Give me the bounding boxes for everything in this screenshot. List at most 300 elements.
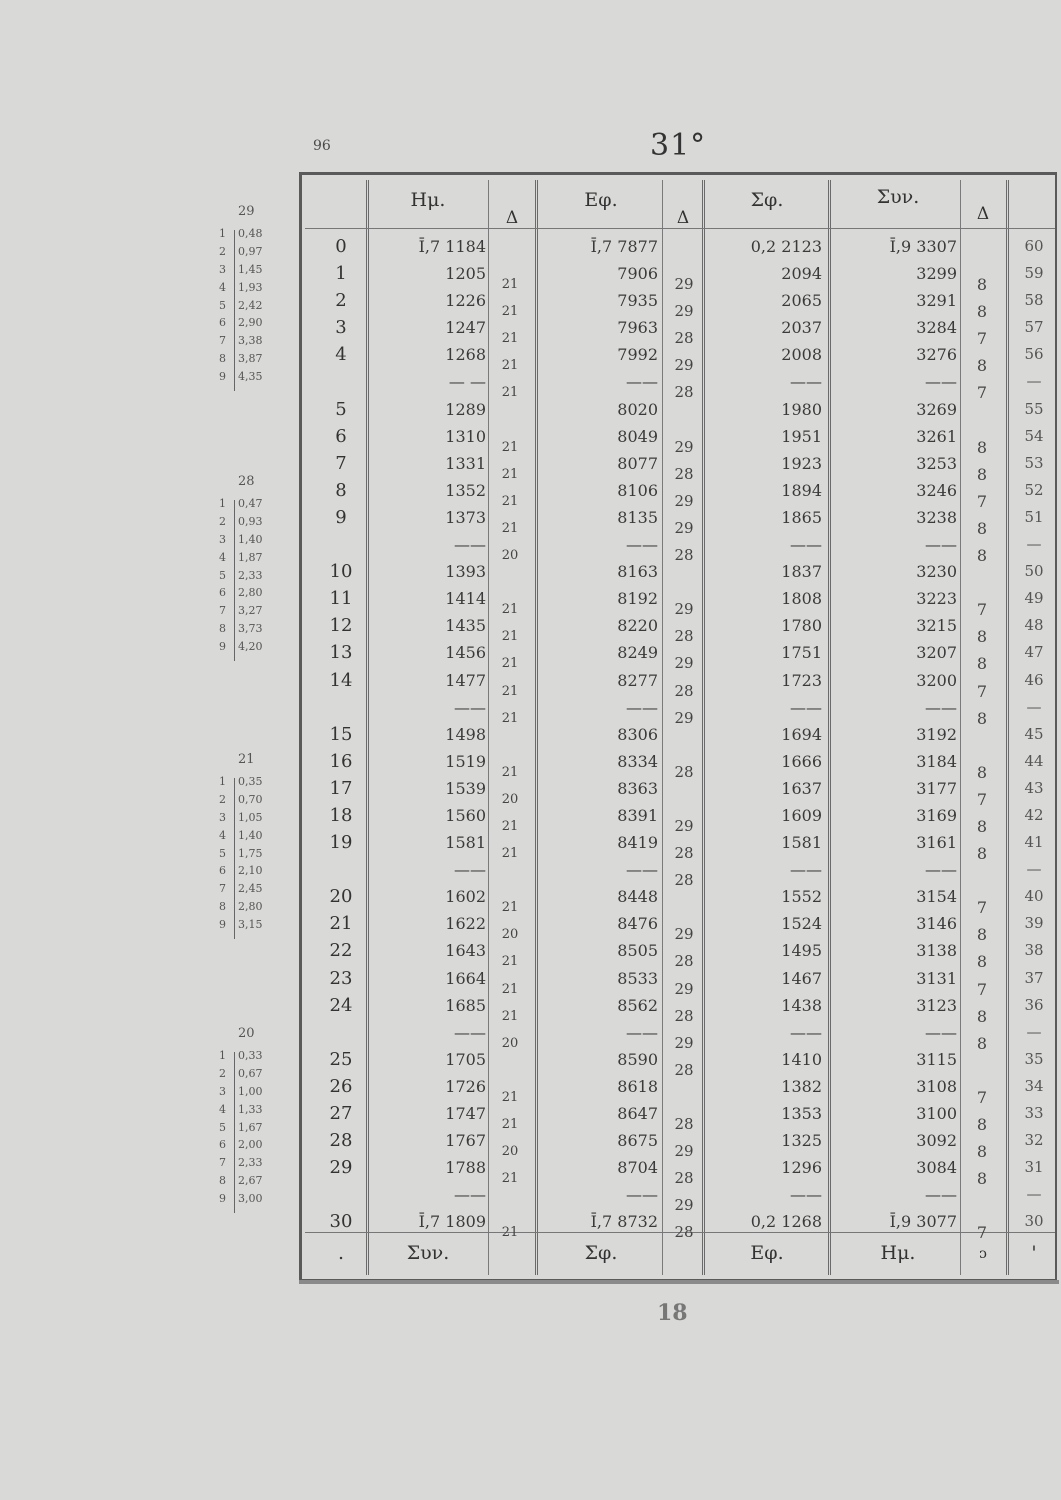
cosine-value: 3123 <box>916 995 957 1015</box>
pp-value: 0,97 <box>238 244 263 258</box>
pp-value: 0,48 <box>238 227 263 240</box>
pp-key: 4 <box>219 1102 226 1116</box>
tangent-value: 8562 <box>617 995 658 1015</box>
pp-row <box>212 531 284 549</box>
pp-row <box>212 495 284 513</box>
pp-value: 3,73 <box>238 622 263 636</box>
pp-value: 1,33 <box>238 1102 263 1116</box>
sine-value: 1560 <box>445 805 486 825</box>
sine-diff-value: 21 <box>501 439 519 455</box>
tangent-diff-value: 29 <box>674 979 694 998</box>
pp-key: 5 <box>219 846 226 860</box>
minute-cell <box>318 368 364 395</box>
sine-diff-value <box>490 244 530 271</box>
cosine-diff-value <box>964 244 1000 271</box>
tangent-diff-value <box>664 732 704 759</box>
pp-value: 0,33 <box>238 1049 263 1062</box>
footer-sin: Ημ. <box>880 1242 916 1264</box>
reverse-minute-cell: 39 <box>1024 914 1044 933</box>
sine-diff-value: 21 <box>501 466 519 482</box>
sine-value: —— <box>454 535 486 555</box>
cosine-diff-column <box>964 244 1000 1246</box>
minute-cell: 13 <box>329 642 353 664</box>
tangent-diff-value: 28 <box>674 952 694 971</box>
cosine-diff-value: 8 <box>976 816 988 836</box>
footer-tan: Εφ. <box>750 1242 784 1264</box>
cosine-diff-value: 8 <box>976 464 988 484</box>
pp-row <box>212 1101 284 1119</box>
sine-diff-value: 21 <box>501 764 519 780</box>
pp-row <box>212 368 284 386</box>
pp-key: 5 <box>219 298 226 312</box>
cotangent-value: 1438 <box>781 995 822 1015</box>
sine-value: 1289 <box>445 399 486 419</box>
cotangent-value: 2094 <box>781 264 822 284</box>
pp-value: 2,45 <box>238 882 263 896</box>
pp-key: 3 <box>219 810 226 824</box>
sine-value: 1268 <box>445 345 486 365</box>
tangent-diff-value: 29 <box>674 600 694 619</box>
cosine-diff-value: 8 <box>976 844 988 864</box>
reverse-minute-cell: 56 <box>1024 345 1044 364</box>
pp-key: 9 <box>219 918 226 932</box>
sine-value: 1435 <box>445 616 486 636</box>
cosine-diff-value: 7 <box>976 383 988 403</box>
pp-row <box>212 567 284 585</box>
sine-value: 1310 <box>445 426 486 446</box>
sine-diff-value <box>490 569 530 596</box>
pp-value: 1,67 <box>238 1120 263 1134</box>
pp-value: 2,90 <box>238 316 263 330</box>
pp-row <box>212 773 284 791</box>
tangent-diff-value: 28 <box>674 1115 694 1133</box>
cotangent-value: 2037 <box>781 318 822 338</box>
cosine-value: 3161 <box>916 833 957 853</box>
sine-diff-value <box>490 1192 530 1219</box>
cosine-diff-value: 7 <box>976 681 988 701</box>
sine-diff-value: 21 <box>501 656 519 672</box>
pp-value: 0,67 <box>238 1066 263 1080</box>
minute-cell <box>318 1181 364 1208</box>
tangent-diff-value: 29 <box>674 356 694 375</box>
sine-diff-column <box>490 244 530 1246</box>
pp-value: 1,05 <box>238 810 263 824</box>
proportional-parts-21 <box>212 752 284 934</box>
pp-row <box>212 513 284 531</box>
cotangent-value: 1382 <box>781 1076 822 1096</box>
cotangent-value: 1751 <box>781 643 822 663</box>
pp-value: 0,47 <box>238 497 263 510</box>
header-delta-1: Δ <box>505 208 519 228</box>
pp-key: 6 <box>219 316 226 330</box>
tangent-value: 7992 <box>617 345 658 365</box>
pp-head: 28 <box>238 474 255 489</box>
pp-value: 2,67 <box>238 1174 263 1188</box>
page-number: 96 <box>313 138 331 154</box>
cosine-diff-value <box>964 867 1000 894</box>
pp-key: 8 <box>219 900 226 914</box>
sine-diff-value: 20 <box>501 927 519 943</box>
cosine-diff-value: 7 <box>976 1223 988 1243</box>
sine-diff-value <box>490 732 530 759</box>
pp-key: 9 <box>219 1192 226 1206</box>
pp-value: 2,80 <box>238 586 263 600</box>
minute-cell: 21 <box>329 913 353 935</box>
cosine-value: 3154 <box>916 887 957 907</box>
cotangent-column <box>710 233 822 1235</box>
minute-cell: 22 <box>329 940 353 962</box>
cosine-value: 3299 <box>916 264 957 284</box>
minute-cell: 30 <box>329 1211 353 1233</box>
sine-diff-value: 21 <box>501 602 519 618</box>
tangent-value: 8163 <box>617 562 658 582</box>
page-stamp: 18 <box>657 1300 688 1326</box>
cosine-diff-value: 7 <box>976 600 988 620</box>
pp-value: 1,00 <box>238 1084 263 1098</box>
minute-cell: 10 <box>329 561 353 583</box>
tangent-value: 8306 <box>617 724 658 744</box>
sine-diff-value: 21 <box>501 520 519 536</box>
tangent-value: 8704 <box>617 1158 658 1178</box>
proportional-parts-20 <box>212 1026 284 1208</box>
cosine-diff-value <box>964 569 1000 596</box>
pp-value: 1,40 <box>238 532 263 546</box>
pp-key: 4 <box>219 550 226 564</box>
pp-key: 7 <box>219 334 226 348</box>
tangent-value: 8419 <box>617 833 658 853</box>
sine-diff-value <box>490 867 530 894</box>
cotangent-value: 1410 <box>781 1049 822 1069</box>
sine-diff-value: 21 <box>501 1008 519 1024</box>
reverse-minute-cell: — <box>1026 697 1042 716</box>
sine-diff-value: 20 <box>501 1035 519 1051</box>
cosine-value: 3200 <box>916 670 957 690</box>
tangent-value: 8135 <box>617 507 658 527</box>
reverse-minute-cell: 53 <box>1024 453 1044 472</box>
pp-row <box>212 1047 284 1065</box>
tangent-value: 7906 <box>617 264 658 284</box>
cosine-value: 3223 <box>916 589 957 609</box>
tangent-diff-value: 29 <box>674 816 694 835</box>
reverse-minute-cell: 36 <box>1024 995 1044 1014</box>
sine-value: 1643 <box>445 941 486 961</box>
sine-value: 1705 <box>445 1049 486 1069</box>
pp-row <box>212 1154 284 1172</box>
cosine-value: 3184 <box>916 751 957 771</box>
sine-value: —— <box>454 697 486 717</box>
reverse-minute-cell: 31 <box>1024 1158 1044 1177</box>
pp-row <box>212 1172 284 1190</box>
cosine-diff-value: 8 <box>976 627 988 647</box>
sine-value: 1373 <box>445 507 486 527</box>
rule-after-cos <box>960 180 961 1275</box>
pp-row <box>212 638 284 656</box>
reverse-minute-cell: — <box>1026 535 1042 554</box>
tangent-diff-value: 28 <box>674 329 694 348</box>
tangent-diff-value: 29 <box>674 1033 694 1052</box>
minute-cell: 14 <box>329 669 353 691</box>
cosine-value: 3238 <box>916 507 957 527</box>
pp-key: 9 <box>219 640 226 654</box>
minute-cell: 29 <box>329 1157 353 1179</box>
cosine-value: Ī,9 3077 <box>889 1212 957 1232</box>
tangent-diff-value: 28 <box>674 871 694 890</box>
sine-value: 1622 <box>445 914 486 934</box>
tangent-diff-value: 28 <box>674 681 694 700</box>
sine-diff-value: 21 <box>501 818 519 834</box>
cosine-value: 3269 <box>916 399 957 419</box>
tangent-diff-value <box>664 894 704 921</box>
cotangent-value: —— <box>790 860 822 880</box>
minute-cell: 1 <box>335 263 347 285</box>
cosine-value: 3115 <box>916 1049 957 1069</box>
pp-row <box>212 1065 284 1083</box>
cosine-diff-value: 7 <box>976 329 988 349</box>
cosine-diff-value: 8 <box>976 302 988 322</box>
footer-cos: Συν. <box>406 1242 450 1264</box>
sine-diff-value: 21 <box>501 710 519 726</box>
pp-row <box>212 1136 284 1154</box>
pp-value: 3,15 <box>238 918 263 932</box>
sine-value: 1685 <box>445 995 486 1015</box>
cosine-value: 3138 <box>916 941 957 961</box>
pp-row <box>212 791 284 809</box>
tangent-diff-value: 28 <box>674 1223 694 1242</box>
tangent-value: 8334 <box>617 751 658 771</box>
tangent-diff-value: 28 <box>674 627 694 646</box>
sine-value: — — <box>448 372 486 392</box>
cotangent-value: 1951 <box>781 426 822 446</box>
header-sin: Ημ. <box>410 189 446 211</box>
cosine-diff-value: 7 <box>976 789 988 809</box>
pp-value: 2,42 <box>238 298 263 312</box>
tangent-diff-value <box>664 569 704 596</box>
minute-cell: 25 <box>329 1048 353 1070</box>
tangent-value: 8077 <box>617 453 658 473</box>
pp-key: 3 <box>219 262 226 276</box>
cotangent-value: 1694 <box>781 724 822 744</box>
tangent-value: 8106 <box>617 480 658 500</box>
cosine-diff-value <box>964 732 1000 759</box>
reverse-minute-cell: 54 <box>1024 426 1044 445</box>
tangent-diff-value: 29 <box>674 518 694 537</box>
cosine-diff-value: 8 <box>976 437 988 457</box>
tangent-value: Ī,7 8732 <box>590 1212 658 1232</box>
pp-key: 2 <box>219 244 226 258</box>
sine-diff-value: 21 <box>501 493 519 509</box>
tangent-diff-value <box>664 244 704 271</box>
minute-cell: 3 <box>335 317 347 339</box>
tangent-diff-value: 28 <box>674 1006 694 1025</box>
pp-row <box>212 243 284 261</box>
sine-column <box>374 233 486 1235</box>
sine-value: 1226 <box>445 291 486 311</box>
pp-key: 7 <box>219 1156 226 1170</box>
pp-head: 21 <box>238 752 255 767</box>
pp-row <box>212 880 284 898</box>
pp-row <box>212 809 284 827</box>
pp-key: 5 <box>219 568 226 582</box>
tangent-value: 8020 <box>617 399 658 419</box>
tangent-diff-value: 28 <box>674 762 694 781</box>
reverse-minute-cell: 59 <box>1024 264 1044 283</box>
pp-row <box>212 1190 284 1208</box>
pp-row <box>212 898 284 916</box>
reverse-minute-cell: 48 <box>1024 616 1044 635</box>
cosine-column <box>843 233 957 1235</box>
tangent-diff-value: 29 <box>674 925 694 944</box>
cotangent-value: 1353 <box>781 1104 822 1123</box>
sine-value: 1331 <box>445 453 486 473</box>
minute-cell: 5 <box>335 398 347 420</box>
cosine-value: 3261 <box>916 426 957 446</box>
cosine-value: 3169 <box>916 805 957 825</box>
pp-value: 3,87 <box>238 352 263 366</box>
minute-cell: 19 <box>329 832 353 854</box>
cosine-value: 3192 <box>916 724 957 744</box>
cotangent-value: 1808 <box>781 589 822 609</box>
pp-value: 1,87 <box>238 550 263 564</box>
pp-key: 7 <box>219 604 226 618</box>
pp-key: 9 <box>219 370 226 384</box>
sine-diff-value: 21 <box>501 954 519 970</box>
tangent-value: —— <box>626 535 658 555</box>
cosine-value: —— <box>925 372 957 392</box>
minute-cell: 20 <box>329 886 353 908</box>
pp-key: 7 <box>219 882 226 896</box>
tangent-value: —— <box>626 697 658 717</box>
tangent-value: 8249 <box>617 643 658 663</box>
pp-value: 1,75 <box>238 846 263 860</box>
pp-key: 1 <box>219 227 226 240</box>
sine-value: —— <box>454 860 486 880</box>
minute-cell: 7 <box>335 452 347 474</box>
tangent-diff-value: 29 <box>674 437 694 456</box>
sine-value: 1581 <box>445 833 486 853</box>
cotangent-value: 1524 <box>781 914 822 934</box>
cosine-diff-value: 7 <box>976 898 988 918</box>
rule-after-sin <box>488 180 489 1275</box>
pp-row <box>212 584 284 602</box>
minute-cell: 0 <box>335 236 347 257</box>
cosine-value: 3146 <box>916 914 957 934</box>
tangent-value: 8220 <box>617 616 658 636</box>
tangent-diff-value: 29 <box>674 654 694 673</box>
reverse-minute-cell: 41 <box>1024 833 1044 852</box>
pp-rule <box>234 778 235 939</box>
pp-value: 2,10 <box>238 864 263 878</box>
sine-value: 1205 <box>445 264 486 284</box>
rule-after-dsin <box>535 180 538 1275</box>
minute-cell <box>318 694 364 721</box>
sine-value: 1747 <box>445 1104 486 1123</box>
minute-cell: 26 <box>329 1075 353 1097</box>
reverse-minute-cell: 40 <box>1024 887 1044 906</box>
cosine-value: 3246 <box>916 480 957 500</box>
cosine-diff-value: 8 <box>976 518 988 538</box>
pp-head: 29 <box>238 204 255 219</box>
reverse-minute-cell: 35 <box>1024 1049 1044 1068</box>
pp-row <box>212 1083 284 1101</box>
pp-key: 6 <box>219 1138 226 1152</box>
pp-row <box>212 620 284 638</box>
sine-diff-value <box>490 1057 530 1084</box>
pp-key: 1 <box>219 775 226 788</box>
tangent-diff-value <box>664 407 704 434</box>
pp-key: 8 <box>219 352 226 366</box>
cotangent-value: —— <box>790 372 822 392</box>
sine-diff-value: 21 <box>501 385 519 401</box>
pp-row <box>212 350 284 368</box>
cosine-diff-value: 8 <box>976 1033 988 1053</box>
tangent-diff-value: 29 <box>674 1142 694 1161</box>
sine-value: 1539 <box>445 778 486 798</box>
cosine-diff-value: 8 <box>976 1169 988 1189</box>
tangent-diff-value: 28 <box>674 1169 694 1188</box>
pp-key: 2 <box>219 514 226 528</box>
frame-shadow <box>299 1280 1059 1284</box>
reverse-minute-cell: 34 <box>1024 1076 1044 1095</box>
pp-value: 2,80 <box>238 900 263 914</box>
sine-diff-value: 21 <box>501 358 519 374</box>
minute-cell: 16 <box>329 750 353 772</box>
cosine-diff-value: 8 <box>976 952 988 972</box>
sine-value: 1602 <box>445 887 486 907</box>
pp-value: 3,38 <box>238 334 263 348</box>
pp-row <box>212 827 284 845</box>
reverse-minute-cell: 32 <box>1024 1131 1044 1150</box>
pp-key: 6 <box>219 864 226 878</box>
cosine-diff-value: 8 <box>976 762 988 782</box>
sine-value: 1393 <box>445 562 486 582</box>
cosine-diff-value: 8 <box>976 1006 988 1026</box>
cosine-value: 3291 <box>916 291 957 311</box>
minute-cell: 17 <box>329 777 353 799</box>
tangent-value: 8049 <box>617 426 658 446</box>
minute-cell: 9 <box>335 506 347 528</box>
pp-key: 5 <box>219 1120 226 1134</box>
cotangent-value: —— <box>790 1185 822 1205</box>
tangent-diff-value: 29 <box>674 302 694 321</box>
rule-after-cot <box>828 180 831 1275</box>
pp-value: 2,33 <box>238 1156 263 1170</box>
tangent-value: 7935 <box>617 291 658 311</box>
header-delta-2: Δ <box>676 208 690 228</box>
reverse-minute-cell: 45 <box>1024 724 1044 743</box>
tangent-value: 8192 <box>617 589 658 609</box>
sine-diff-value <box>490 407 530 434</box>
pp-rule <box>234 1052 235 1213</box>
pp-value: 3,00 <box>238 1192 263 1206</box>
minute-cell: 23 <box>329 967 353 989</box>
pp-key: 3 <box>219 1084 226 1098</box>
cosine-diff-value: 8 <box>976 356 988 376</box>
minute-cell: 27 <box>329 1103 353 1124</box>
pp-value: 4,20 <box>238 640 263 654</box>
tangent-column <box>544 233 658 1235</box>
sine-diff-value: 21 <box>501 331 519 347</box>
minute-cell: 11 <box>329 588 353 610</box>
cosine-value: 3084 <box>916 1158 957 1178</box>
sine-diff-value: 20 <box>501 791 519 807</box>
tangent-diff-value: 29 <box>674 275 694 294</box>
cosine-value: 3230 <box>916 562 957 582</box>
sine-value: 1767 <box>445 1131 486 1151</box>
rule-after-dcos <box>1006 180 1009 1275</box>
degree-heading: 31° <box>650 128 707 163</box>
cosine-value: 3100 <box>916 1104 957 1123</box>
cotangent-value: 1581 <box>781 833 822 853</box>
